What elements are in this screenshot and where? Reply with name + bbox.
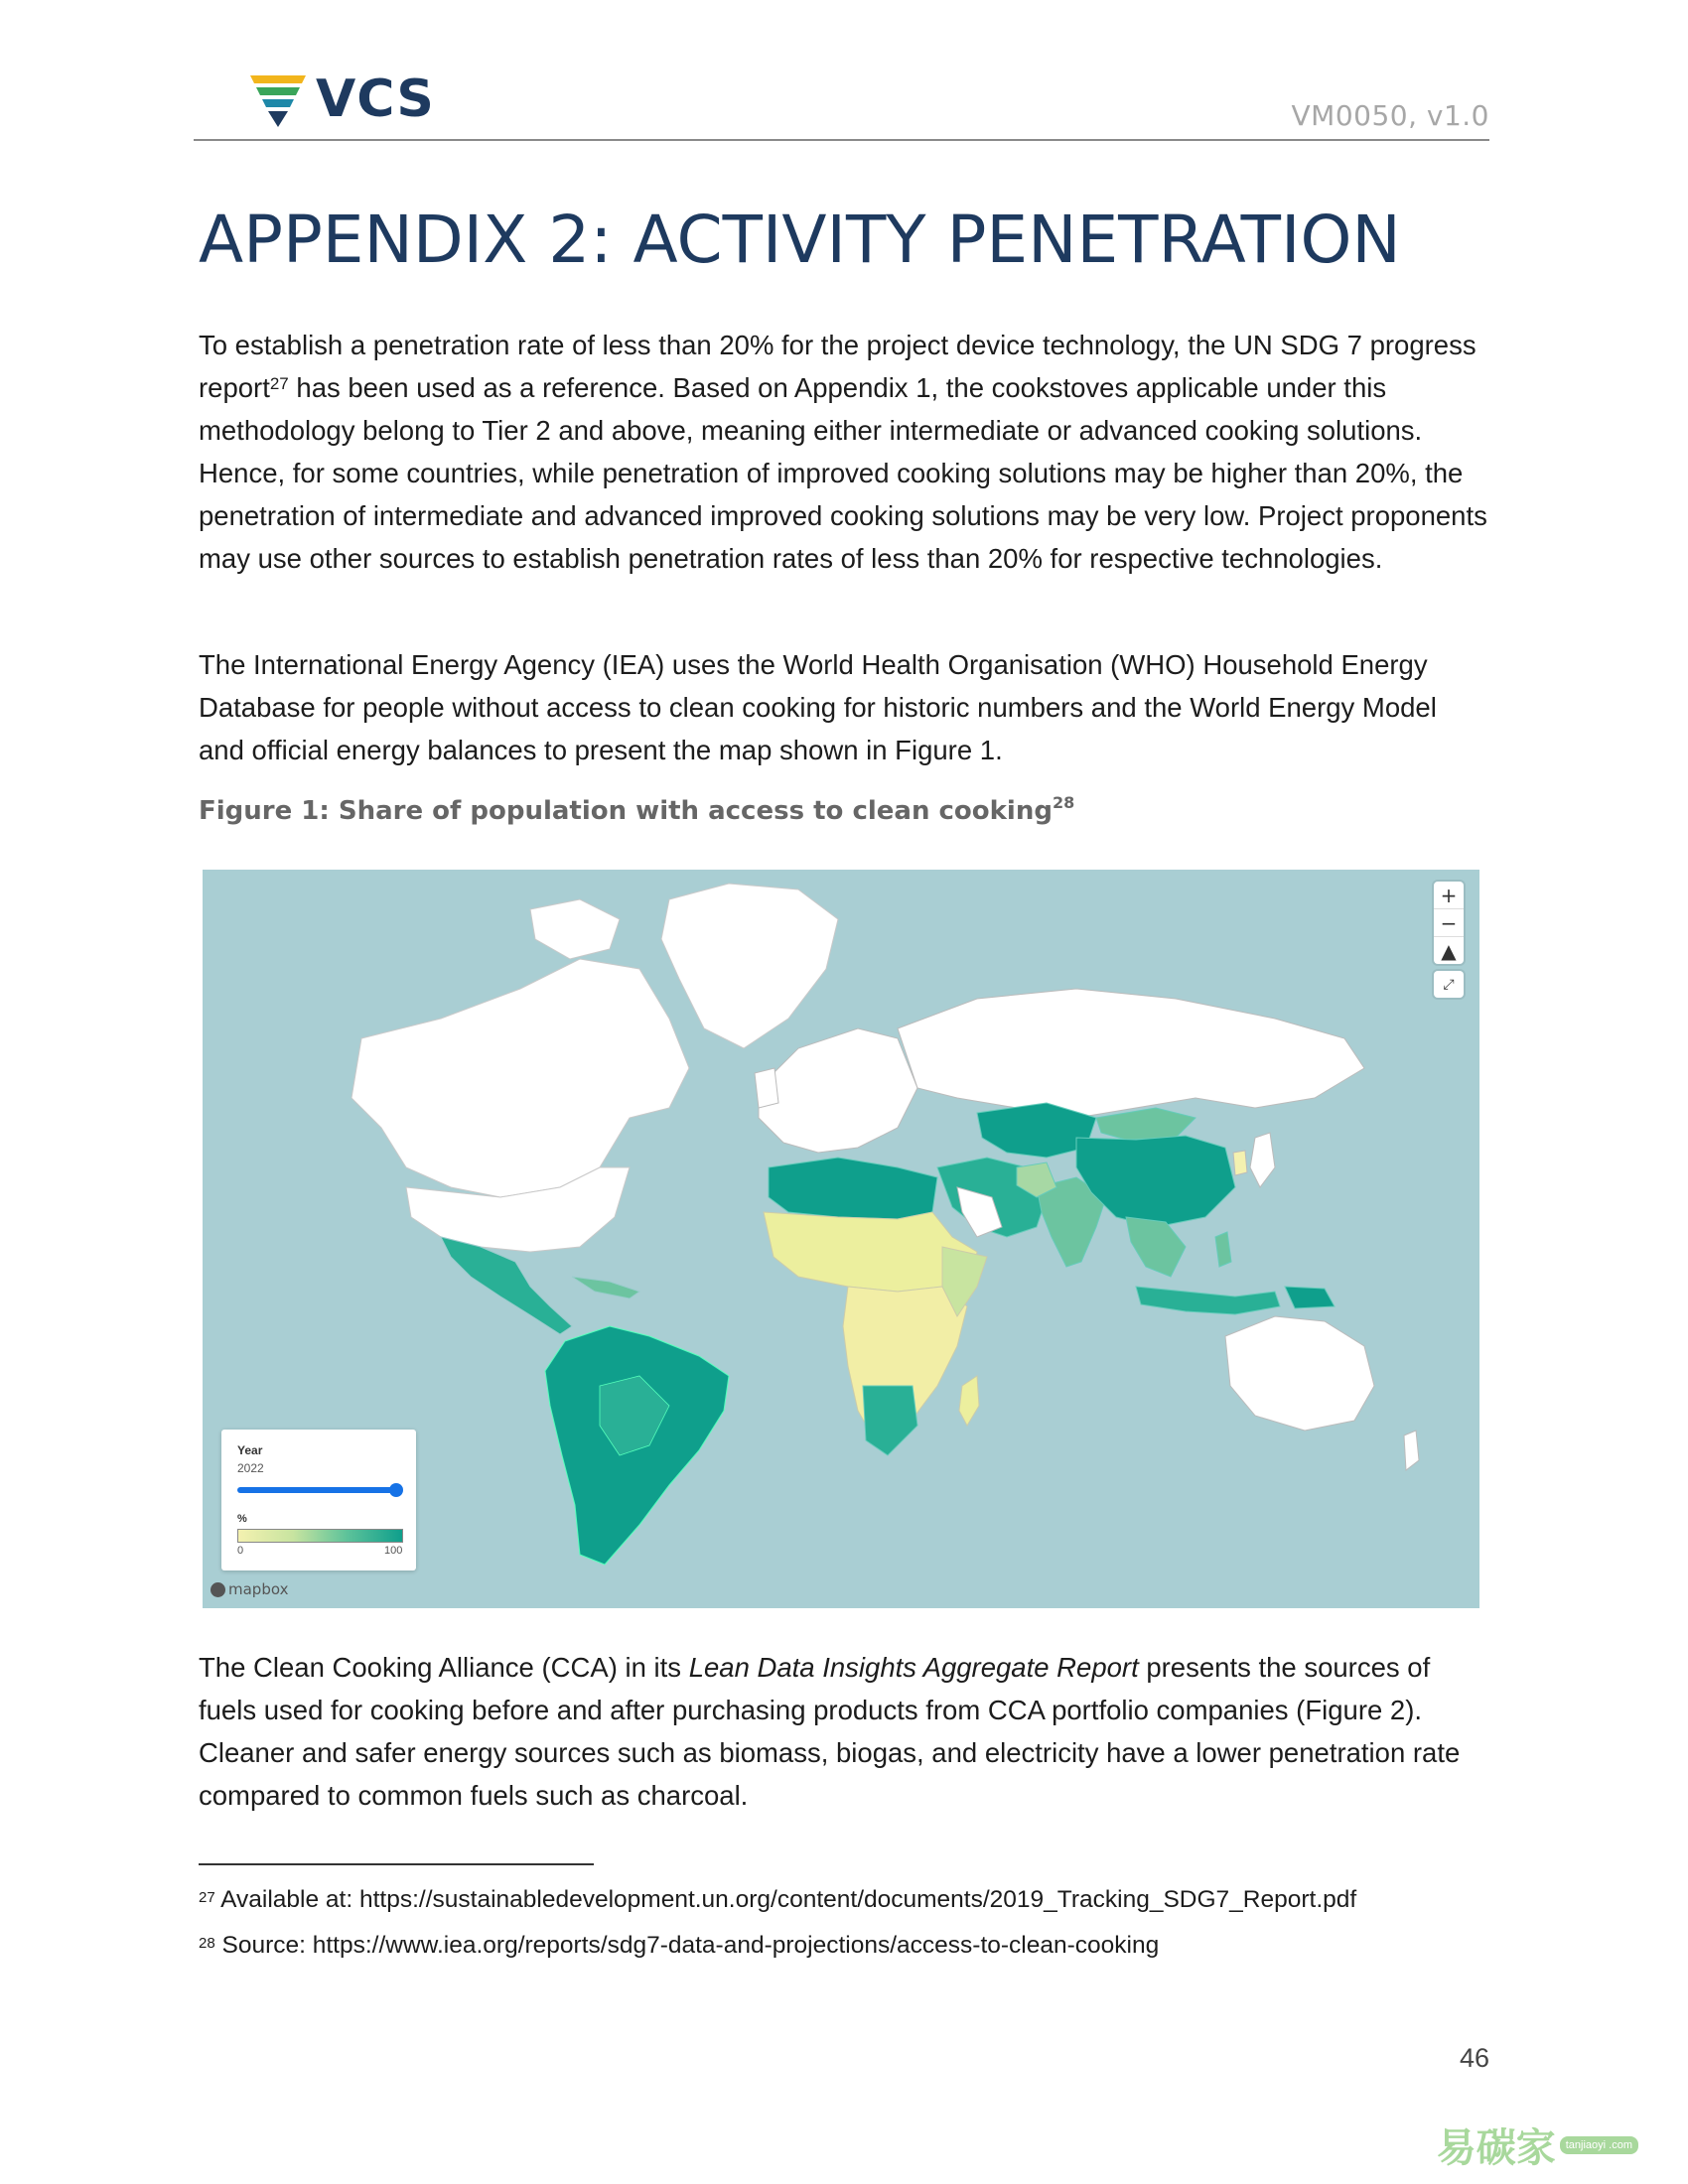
legend-color-scale: [237, 1529, 403, 1543]
map-legend: [221, 1430, 416, 1570]
legend-max-label: 100: [384, 1545, 403, 1557]
footnote-number: 27: [199, 1889, 215, 1906]
footnote-ref-27[interactable]: 27: [269, 374, 289, 393]
land-mongolia: [1096, 1108, 1196, 1140]
land-arctic-islands: [530, 899, 620, 959]
paragraph-text: The Clean Cooking Alliance (CCA) in its: [199, 1652, 689, 1683]
footnote-divider: [199, 1863, 594, 1865]
land-new-zealand: [1404, 1431, 1419, 1470]
footnote-text[interactable]: Source: https://www.iea.org/reports/sdg7-data-and-projections/access-to-clean-cooking: [214, 1932, 1160, 1959]
land-europe: [759, 1028, 917, 1153]
watermark-sub: tanjiaoyi .com: [1560, 2136, 1638, 2154]
footnote-text[interactable]: Available at: https://sustainabledevelopment.un.org/content/documents/2019_Tracking_SDG7_Report.pdf: [214, 1886, 1357, 1913]
land-philippines: [1215, 1232, 1231, 1267]
land-north-america-north: [352, 959, 689, 1197]
watermark: [1437, 2116, 1638, 2173]
logo-text: VCS: [316, 69, 435, 129]
legend-min-label: 0: [237, 1545, 244, 1557]
land-caribbean: [572, 1277, 639, 1298]
land-indonesia: [1136, 1287, 1280, 1314]
footnote-28: [199, 1930, 1159, 1962]
zoom-out-button[interactable]: −: [1434, 909, 1464, 937]
land-greenland: [661, 884, 838, 1048]
page-title: APPENDIX 2: ACTIVITY PENETRATION: [199, 202, 1401, 278]
clean-cooking-map[interactable]: [203, 870, 1479, 1608]
fullscreen-button[interactable]: ⤢: [1434, 971, 1464, 998]
land-png: [1285, 1287, 1335, 1308]
paragraph-text: presents the sources of fuels used for cooking before and after purchasing products from CCA portfolio companies (Figure 2). Cleaner and safer energy sources such as biomass, biogas, and electricity have a lower penetration rate compared to common fuels such as charcoal.: [199, 1652, 1461, 1811]
footnote-ref-28[interactable]: 28: [1052, 793, 1075, 812]
mapbox-attribution[interactable]: [211, 1580, 288, 1598]
paragraph-text: To establish a penetration rate of less than 20% for the project device technology, the UN SDG 7 progress report: [199, 330, 1477, 403]
paragraph-penetration-rate: [199, 324, 1489, 580]
zoom-in-button[interactable]: +: [1434, 882, 1464, 909]
land-southern-africa: [863, 1386, 917, 1455]
page-header: [194, 60, 1489, 141]
footnote-number: 28: [199, 1935, 215, 1952]
legend-unit-label: %: [237, 1513, 247, 1525]
land-uk: [755, 1068, 778, 1108]
paragraph-cca: [199, 1646, 1489, 1817]
paragraph-iea: The International Energy Agency (IEA) uses the World Health Organisation (WHO) Household Energy Database for people without access to clean cooking for historic numbers and the World Energy Model and official energy balances to present the map shown in Figure 1.: [199, 649, 1437, 765]
land-mexico: [441, 1237, 572, 1334]
paragraph-text: has been used as a reference. Based on Appendix 1, the cookstoves applicable under this methodology belong to Tier 2 and above, meaning either intermediate or advanced cooking solutions. Hence, for some countries, while penetration of improved cooking solutions may be higher than 20%, the penetration of intermediate and advanced improved cooking solutions may be very low. Project proponents may use other sources to establish penetration rates of less than 20% for respective technologies.: [199, 372, 1487, 574]
year-value: 2022: [237, 1461, 264, 1475]
document-id: VM0050, v1.0: [1291, 99, 1489, 132]
land-japan: [1250, 1133, 1275, 1187]
footnote-27: [199, 1884, 1356, 1916]
land-north-africa: [769, 1158, 937, 1219]
mapbox-text: mapbox: [228, 1580, 289, 1598]
figure-caption: [199, 793, 1075, 826]
watermark-text: 易碳家: [1436, 2125, 1556, 2171]
land-australia: [1225, 1316, 1374, 1431]
land-southeast-asia: [1126, 1217, 1186, 1277]
land-korea: [1233, 1151, 1247, 1175]
vcs-check-icon: [248, 69, 308, 129]
page-number: 46: [1459, 2043, 1489, 2073]
vcs-logo: [248, 69, 435, 129]
year-slider-track[interactable]: [237, 1487, 396, 1493]
year-slider-thumb[interactable]: [389, 1483, 403, 1497]
map-zoom-controls: [1434, 882, 1464, 964]
mapbox-icon: [211, 1582, 225, 1597]
caption-text: Figure 1: Share of population with access to clean cooking: [199, 796, 1053, 826]
land-madagascar: [959, 1376, 979, 1426]
compass-button[interactable]: ▲: [1441, 938, 1457, 963]
report-title: Lean Data Insights Aggregate Report: [688, 1652, 1139, 1683]
land-russia: [898, 989, 1364, 1118]
year-label: Year: [237, 1443, 263, 1457]
